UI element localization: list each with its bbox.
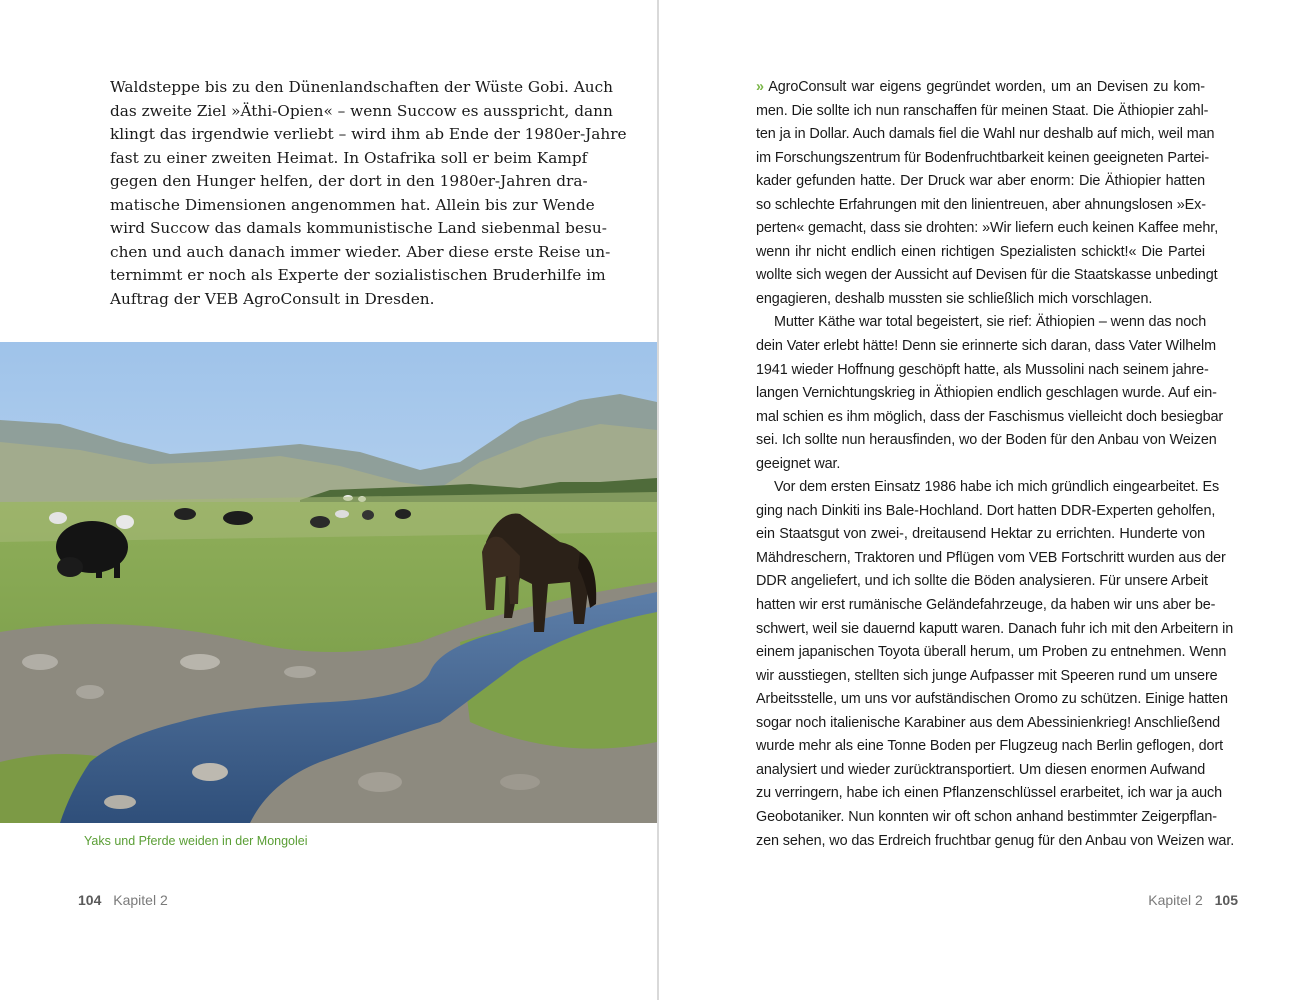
text-line: wurde mehr als eine Tonne Boden per Flugzeug nach Berlin geflogen, dort — [756, 738, 1224, 755]
text-line: zen sehen, wo das Erdreich fruchtbar genug für den Anbau von Weizen war. — [756, 832, 1235, 849]
text-line: analysiert und wieder zurücktransportiert. Um diesen enormen Aufwand — [756, 761, 1206, 778]
page-number: 105 — [1214, 892, 1238, 908]
text-line: so schlechte Erfahrungen mit den linientreuen, aber ahnungslosen »Ex- — [756, 196, 1206, 213]
running-head-chapter: Kapitel 2 — [113, 892, 168, 908]
page-number: 104 — [78, 892, 102, 908]
photo-caption: Yaks und Pferde weiden in der Mongolei — [84, 834, 308, 848]
text-line-rest: AgroConsult war eigens gegründet worden, um an Devisen zu kom- — [768, 79, 1205, 95]
landscape-photo — [0, 342, 657, 823]
text-line: Mutter Käthe war total begeistert, sie rief: Äthiopien – wenn das noch — [774, 314, 1207, 331]
text-line: einem japanischen Toyota überall herum, um Proben zu entnehmen. Wenn — [756, 644, 1227, 661]
text-line: geeignet war. — [756, 455, 841, 472]
text-line: wir ausstiegen, stellten sich junge Aufpasser mit Speeren rund um unsere — [756, 667, 1218, 684]
text-line: im Forschungszentrum für Bodenfruchtbarkeit keinen geeigneten Partei- — [756, 149, 1210, 166]
text-line: sogar noch italienische Karabiner aus dem Abessinienkrieg! Anschließend — [756, 714, 1221, 731]
text-line: zu verringern, habe ich einen Pflanzenschlüssel erarbeitet, ich war ja auch — [756, 785, 1223, 802]
text-line: klingt das irgendwie verliebt – wird ihm ab Ende der 1980er-Jahre — [110, 125, 627, 143]
text-line: ternimmt er noch als Experte der sozialistischen Bruderhilfe im — [110, 266, 606, 284]
text-line: Vor dem ersten Einsatz 1986 habe ich mich gründlich eingearbeitet. Es — [774, 479, 1220, 496]
text-line: ging nach Dinkiti ins Bale-Hochland. Dort hatten DDR-Experten geholfen, — [756, 502, 1216, 519]
text-line: langen Vernichtungskrieg in Äthiopien endlich geschlagen wurde. Auf ein- — [756, 385, 1217, 402]
text-line: perten« gemacht, dass sie drohten: »Wir liefern euch keinen Kaffee mehr, — [756, 220, 1219, 237]
text-line: chen und auch danach immer wieder. Aber diese erste Reise un- — [110, 242, 611, 261]
text-line: gegen den Hunger helfen, der dort in den 1980er-Jahren dra- — [110, 172, 588, 190]
text-line: Geobotaniker. Nun konnten wir oft schon anhand bestimmter Zeigerpflan- — [756, 808, 1217, 825]
text-line: kader gefunden hatte. Der Druck war aber enorm: Die Äthiopier hatten — [756, 173, 1205, 190]
text-line: Waldsteppe bis zu den Dünenlandschaften der Wüste Gobi. Auch — [110, 78, 614, 96]
text-line: men. Die sollte ich nun ranschaffen für meinen Staat. Die Äthiopier zahl- — [756, 102, 1209, 119]
text-line: ein Staatsgut von zwei-, dreitausend Hektar zu errichten. Hunderte von — [756, 526, 1205, 543]
text-line: wenn ihr nicht endlich einen richtigen Spezialisten schickt!« Die Partei — [756, 243, 1205, 260]
text-line: Arbeitsstelle, um uns vor aufständischen Oromo zu schützen. Einige hatten — [756, 691, 1228, 708]
text-line: hatten wir erst rumänische Geländefahrzeuge, da haben wir uns aber be- — [756, 597, 1216, 614]
text-line: dein Vater erlebt hätte! Denn sie erinnerte sich daran, dass Vater Wilhelm — [756, 338, 1216, 355]
text-line: 1941 wieder Hoffnung geschöpft hatte, als Mussolini nach seinem jahre- — [756, 361, 1209, 378]
text-line: wird Succow das damals kommunistische Land siebenmal besu- — [110, 219, 607, 237]
right-folio — [1148, 892, 1238, 908]
left-page — [0, 0, 657, 1000]
quote-mark: » — [756, 79, 764, 95]
text-line: fast zu einer zweiten Heimat. In Ostafrika soll er beim Kampf — [110, 148, 588, 167]
text-line: sei. Ich sollte nun herausfinden, wo der Boden für den Anbau von Weizen — [756, 432, 1217, 449]
left-body-text — [110, 76, 627, 311]
text-line: engagieren, deshalb mussten sie schließlich mich vorschlagen. — [756, 290, 1153, 307]
text-line: schwert, weil sie dauernd kaputt waren. Danach fuhr ich mit den Arbeitern in — [756, 620, 1234, 637]
text-line: Auftrag der VEB AgroConsult in Dresden. — [110, 289, 435, 308]
right-page — [659, 0, 1316, 1000]
text-line: Mähdreschern, Traktoren und Pflügen vom VEB Fortschritt wurden aus der — [756, 549, 1226, 566]
left-folio — [78, 892, 168, 908]
text-line: das zweite Ziel »Äthi-Opien« – wenn Succow es ausspricht, dann — [110, 101, 613, 120]
text-line: mal schien es ihm möglich, dass der Faschismus vielleicht doch besiegbar — [756, 408, 1224, 425]
text-line: DDR angeliefert, und ich sollte die Böden analysieren. Für unsere Arbeit — [756, 573, 1208, 590]
text-line: wollte sich wegen der Aussicht auf Devisen für die Staatskasse unbedingt — [756, 267, 1218, 284]
running-head-chapter: Kapitel 2 — [1148, 892, 1203, 908]
text-line: ten ja in Dollar. Auch damals fiel die Wahl nur deshalb auf mich, weil man — [756, 126, 1215, 143]
text-line: matische Dimensionen angenommen hat. Allein bis zur Wende — [110, 195, 595, 214]
text-line — [756, 76, 1205, 100]
right-body-text — [756, 76, 1235, 853]
